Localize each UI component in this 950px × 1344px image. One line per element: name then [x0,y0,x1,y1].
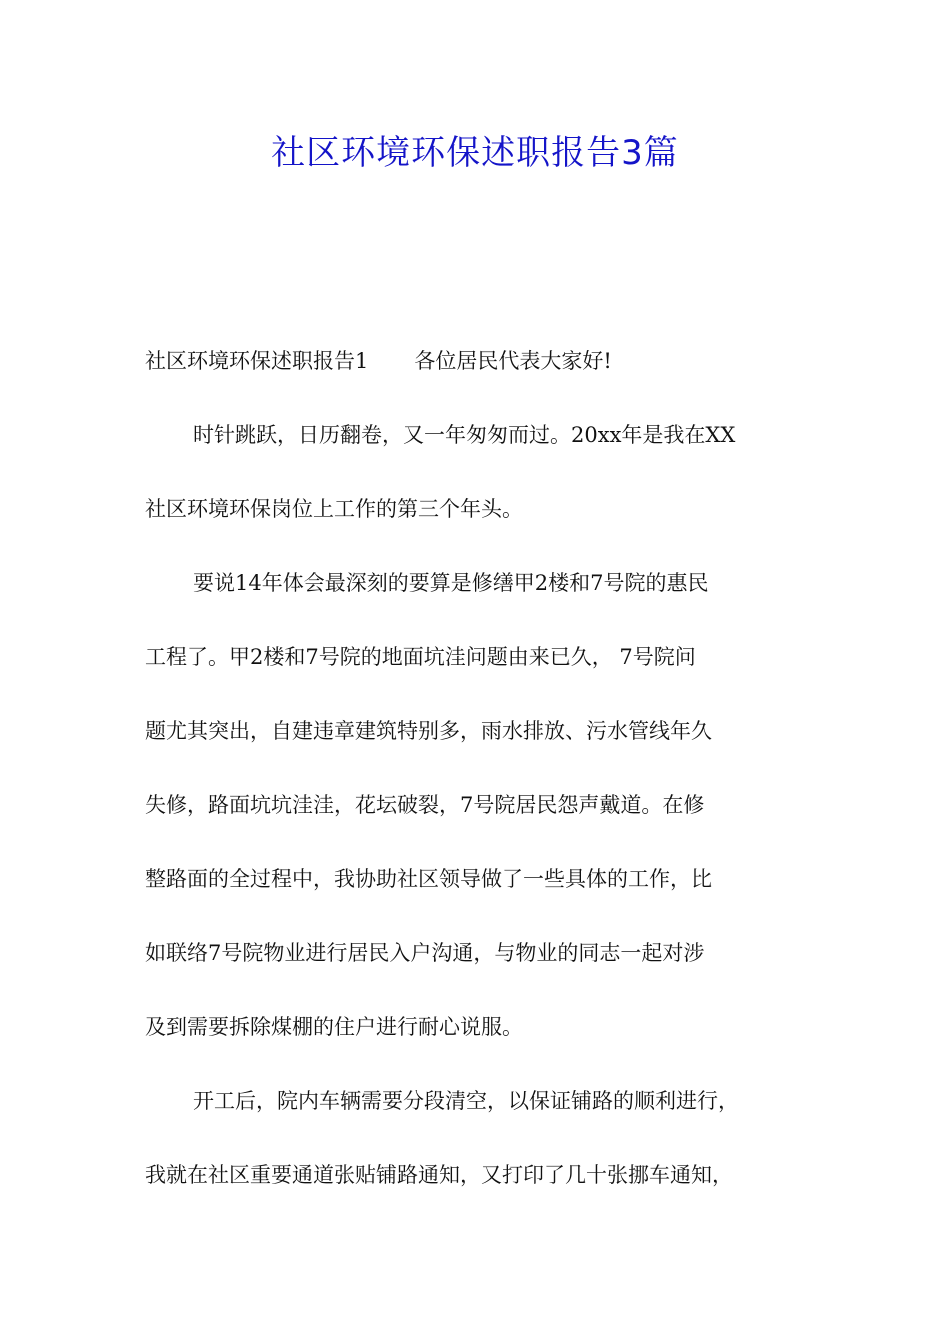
greeting-text: 各位居民代表大家好! [414,349,612,373]
paragraph-line: 整路面的全过程中，我协助社区领导做了一些具体的工作，比 [145,867,712,891]
paragraph-line: 如联络7号院物业进行居民入户沟通，与物业的同志一起对涉 [145,941,705,965]
document-title: 社区环境环保述职报告3篇 [271,133,679,173]
report-heading-label: 社区环境环保述职报告1 [145,349,369,373]
paragraph-line: 开工后，院内车辆需要分段清空，以保证铺路的顺利进行， [193,1089,739,1113]
paragraph-line: 要说14年体会最深刻的要算是修缮甲2楼和7号院的惠民 [193,571,709,595]
paragraph-line: 及到需要拆除煤棚的住户进行耐心说服。 [145,1015,523,1039]
paragraph-line: 题尤其突出，自建违章建筑特别多，雨水排放、污水管线年久 [145,719,712,743]
paragraph-line: 工程了。甲2楼和7号院的地面坑洼问题由来已久， 7号院问 [145,645,696,669]
paragraph-line: 社区环境环保岗位上工作的第三个年头。 [145,497,523,521]
paragraph-line: 我就在社区重要通道张贴铺路通知，又打印了几十张挪车通知， [145,1163,733,1187]
paragraph-line: 时针跳跃，日历翻卷，又一年匆匆而过。20xx年是我在XX [193,423,736,447]
paragraph-line: 失修，路面坑坑洼洼，花坛破裂，7号院居民怨声戴道。在修 [145,793,705,817]
report-heading-line [145,346,825,376]
